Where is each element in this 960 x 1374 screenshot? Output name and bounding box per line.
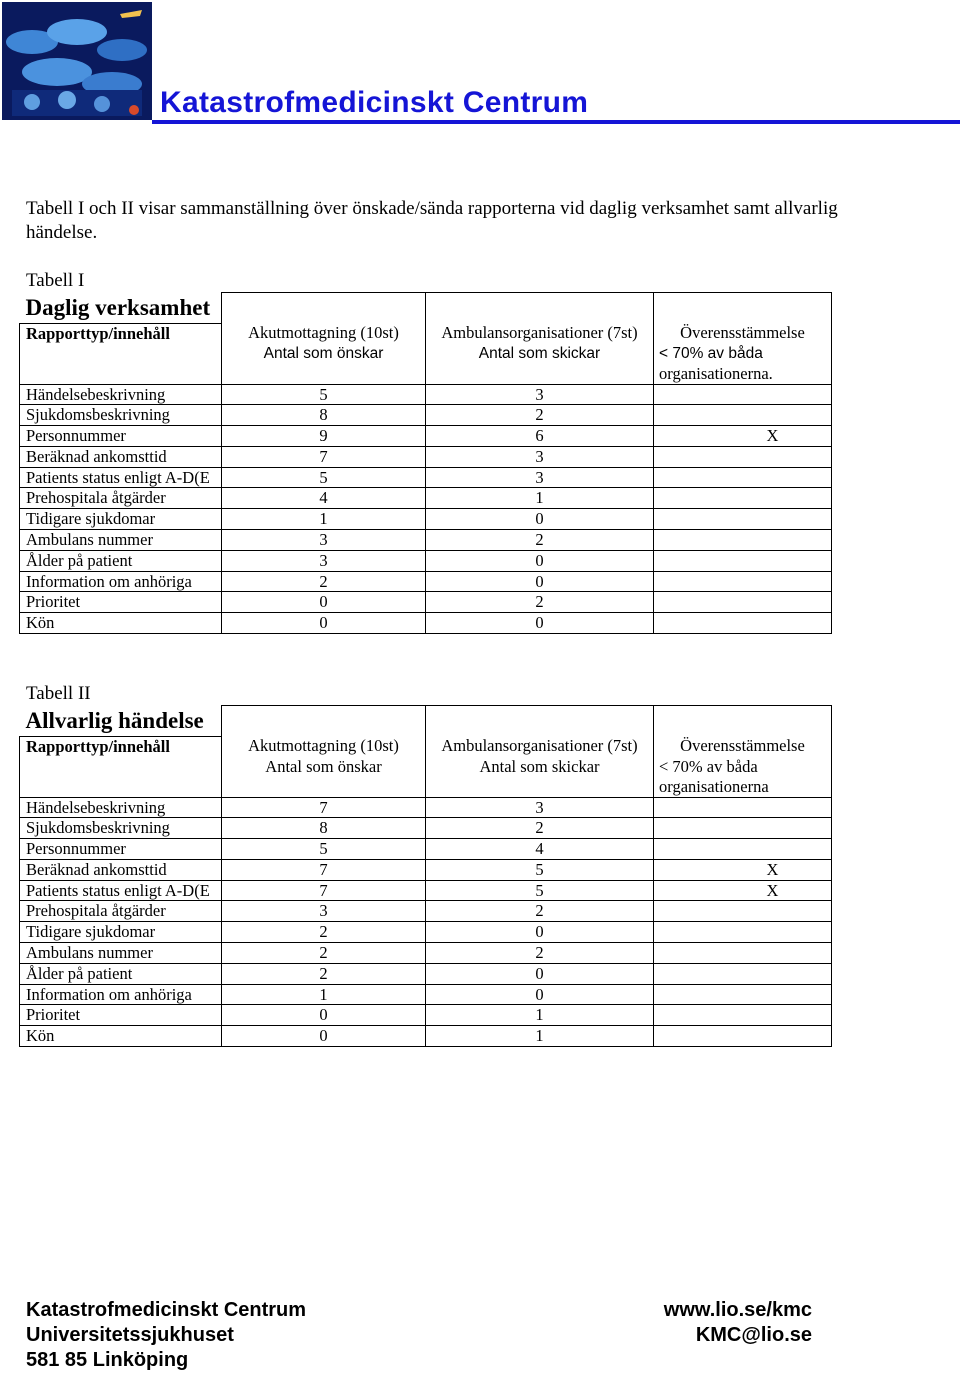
row-amb-value: 4 xyxy=(426,839,654,860)
row-match-mark xyxy=(654,984,832,1005)
row-match-mark xyxy=(654,530,832,551)
row-label: Personnummer xyxy=(20,839,222,860)
row-label: Prehospitala åtgärder xyxy=(20,901,222,922)
table2 xyxy=(19,705,832,1047)
row-akut-value: 1 xyxy=(222,984,426,1005)
footer-contact xyxy=(664,1298,812,1348)
row-label: Beräknad ankomsttid xyxy=(20,859,222,880)
table-row xyxy=(20,901,832,922)
table2-sub-over-2: organisationerna xyxy=(659,776,769,796)
table-row xyxy=(20,1005,832,1026)
header-rule xyxy=(152,120,960,124)
table-row xyxy=(20,571,832,592)
table-row xyxy=(20,880,832,901)
table2-sub-amb: Antal som skickar xyxy=(426,757,654,798)
row-match-mark xyxy=(654,509,832,530)
footer-org: Katastrofmedicinskt Centrum xyxy=(26,1299,307,1321)
row-label: Prehospitala åtgärder xyxy=(20,488,222,509)
table-row xyxy=(20,446,832,467)
table1-col-over: Överensstämmelse xyxy=(654,323,832,344)
row-label: Patients status enligt A-D(E xyxy=(20,467,222,488)
intro-text: Tabell I och II visar sammanställning över önskade/sända rapporterna vid daglig verksamhet samt allvarlig händelse. xyxy=(26,198,838,243)
row-match-mark: X xyxy=(654,880,832,901)
row-amb-value: 0 xyxy=(426,550,654,571)
row-akut-value: 2 xyxy=(222,963,426,984)
row-akut-value: 8 xyxy=(222,405,426,426)
row-amb-value: 2 xyxy=(426,405,654,426)
row-label: Ålder på patient xyxy=(20,550,222,571)
row-akut-value: 3 xyxy=(222,530,426,551)
table2-title: Allvarlig händelse xyxy=(20,706,222,737)
table-row xyxy=(20,839,832,860)
row-label: Information om anhöriga xyxy=(20,571,222,592)
row-match-mark xyxy=(654,613,832,634)
footer-address xyxy=(26,1298,306,1373)
table-row xyxy=(20,943,832,964)
row-akut-value: 3 xyxy=(222,550,426,571)
row-akut-value: 7 xyxy=(222,446,426,467)
table1-col-akut: Akutmottagning (10st) xyxy=(222,323,426,344)
footer-email-link[interactable]: KMC@lio.se xyxy=(695,1324,812,1346)
row-match-mark: X xyxy=(654,859,832,880)
table-row xyxy=(20,550,832,571)
row-akut-value: 0 xyxy=(222,1005,426,1026)
table2-col-akut: Akutmottagning (10st) xyxy=(222,736,426,757)
row-akut-value: 7 xyxy=(222,859,426,880)
row-label: Händelsebeskrivning xyxy=(20,384,222,405)
row-label: Ambulans nummer xyxy=(20,530,222,551)
row-match-mark xyxy=(654,488,832,509)
row-match-mark xyxy=(654,592,832,613)
row-amb-value: 1 xyxy=(426,1005,654,1026)
table2-col-type: Rapporttyp/innehåll xyxy=(20,736,222,757)
row-match-mark xyxy=(654,571,832,592)
row-match-mark: X xyxy=(654,426,832,447)
row-match-mark xyxy=(654,550,832,571)
kmc-logo-image xyxy=(2,2,152,120)
row-match-mark xyxy=(654,963,832,984)
row-akut-value: 8 xyxy=(222,818,426,839)
row-akut-value: 5 xyxy=(222,467,426,488)
row-label: Ambulans nummer xyxy=(20,943,222,964)
table-row xyxy=(20,797,832,818)
row-label: Beräknad ankomsttid xyxy=(20,446,222,467)
table2-sub-over-1: < 70% av båda xyxy=(659,756,758,776)
table-row xyxy=(20,818,832,839)
page-header xyxy=(0,0,960,125)
table2-caption: Tabell II xyxy=(26,683,91,704)
table-row xyxy=(20,922,832,943)
row-amb-value: 3 xyxy=(426,467,654,488)
row-label: Kön xyxy=(20,1026,222,1047)
row-match-mark xyxy=(654,446,832,467)
table1-sub-akut: Antal som önskar xyxy=(222,344,426,385)
row-match-mark xyxy=(654,467,832,488)
row-label: Tidigare sjukdomar xyxy=(20,509,222,530)
row-amb-value: 1 xyxy=(426,1026,654,1047)
table-row xyxy=(20,384,832,405)
row-amb-value: 0 xyxy=(426,963,654,984)
table2-sub-akut: Antal som önskar xyxy=(222,757,426,798)
table-row xyxy=(20,859,832,880)
row-akut-value: 0 xyxy=(222,592,426,613)
table-row xyxy=(20,530,832,551)
row-label: Information om anhöriga xyxy=(20,984,222,1005)
table-row xyxy=(20,426,832,447)
row-match-mark xyxy=(654,1005,832,1026)
row-akut-value: 5 xyxy=(222,839,426,860)
table-row xyxy=(20,984,832,1005)
row-match-mark xyxy=(654,1026,832,1047)
table-row xyxy=(20,509,832,530)
row-amb-value: 5 xyxy=(426,859,654,880)
row-match-mark xyxy=(654,797,832,818)
table-row xyxy=(20,963,832,984)
row-amb-value: 2 xyxy=(426,592,654,613)
row-amb-value: 0 xyxy=(426,613,654,634)
row-amb-value: 1 xyxy=(426,488,654,509)
row-label: Tidigare sjukdomar xyxy=(20,922,222,943)
table1-col-type: Rapporttyp/innehåll xyxy=(20,323,222,344)
table2-col-amb: Ambulansorganisationer (7st) xyxy=(426,736,654,757)
table-row xyxy=(20,1026,832,1047)
row-label: Sjukdomsbeskrivning xyxy=(20,818,222,839)
row-label: Sjukdomsbeskrivning xyxy=(20,405,222,426)
footer-hospital: Universitetssjukhuset xyxy=(26,1324,234,1346)
row-amb-value: 2 xyxy=(426,530,654,551)
row-akut-value: 7 xyxy=(222,880,426,901)
row-amb-value: 0 xyxy=(426,571,654,592)
row-match-mark xyxy=(654,901,832,922)
row-match-mark xyxy=(654,839,832,860)
row-label: Patients status enligt A-D(E xyxy=(20,880,222,901)
table-row xyxy=(20,592,832,613)
table1-body xyxy=(20,384,832,634)
row-amb-value: 0 xyxy=(426,509,654,530)
row-akut-value: 5 xyxy=(222,384,426,405)
row-akut-value: 1 xyxy=(222,509,426,530)
row-label: Ålder på patient xyxy=(20,963,222,984)
table-row xyxy=(20,613,832,634)
row-amb-value: 5 xyxy=(426,880,654,901)
table1 xyxy=(19,292,832,634)
table1-sub-over-1: < 70% av båda xyxy=(659,344,763,362)
row-amb-value: 3 xyxy=(426,384,654,405)
row-match-mark xyxy=(654,922,832,943)
row-match-mark xyxy=(654,818,832,839)
row-amb-value: 2 xyxy=(426,901,654,922)
row-match-mark xyxy=(654,943,832,964)
brand-title: Katastrofmedicinskt Centrum xyxy=(160,86,589,119)
row-akut-value: 2 xyxy=(222,571,426,592)
row-akut-value: 0 xyxy=(222,613,426,634)
table2-col-over: Överensstämmelse xyxy=(654,736,832,757)
row-akut-value: 9 xyxy=(222,426,426,447)
row-amb-value: 2 xyxy=(426,818,654,839)
row-amb-value: 2 xyxy=(426,943,654,964)
table-row xyxy=(20,488,832,509)
row-akut-value: 4 xyxy=(222,488,426,509)
table1-col-amb: Ambulansorganisationer (7st) xyxy=(426,323,654,344)
row-match-mark xyxy=(654,405,832,426)
row-amb-value: 0 xyxy=(426,922,654,943)
row-akut-value: 7 xyxy=(222,797,426,818)
footer-web-link[interactable]: www.lio.se/kmc xyxy=(663,1299,812,1321)
row-label: Prioritet xyxy=(20,1005,222,1026)
row-akut-value: 0 xyxy=(222,1026,426,1047)
row-akut-value: 3 xyxy=(222,901,426,922)
row-label: Prioritet xyxy=(20,592,222,613)
row-amb-value: 0 xyxy=(426,984,654,1005)
table2-body xyxy=(20,797,832,1047)
table-row xyxy=(20,405,832,426)
row-akut-value: 2 xyxy=(222,922,426,943)
row-label: Händelsebeskrivning xyxy=(20,797,222,818)
row-label: Kön xyxy=(20,613,222,634)
table1-title: Daglig verksamhet xyxy=(20,293,222,324)
table1-sub-amb: Antal som skickar xyxy=(426,344,654,385)
table-row xyxy=(20,467,832,488)
row-label: Personnummer xyxy=(20,426,222,447)
row-amb-value: 3 xyxy=(426,797,654,818)
footer-postal: 581 85 Linköping xyxy=(26,1349,189,1371)
row-akut-value: 2 xyxy=(222,943,426,964)
table1-caption: Tabell I xyxy=(26,270,85,291)
table1-sub-over-2: organisationerna. xyxy=(659,363,773,383)
row-amb-value: 6 xyxy=(426,426,654,447)
row-match-mark xyxy=(654,384,832,405)
row-amb-value: 3 xyxy=(426,446,654,467)
